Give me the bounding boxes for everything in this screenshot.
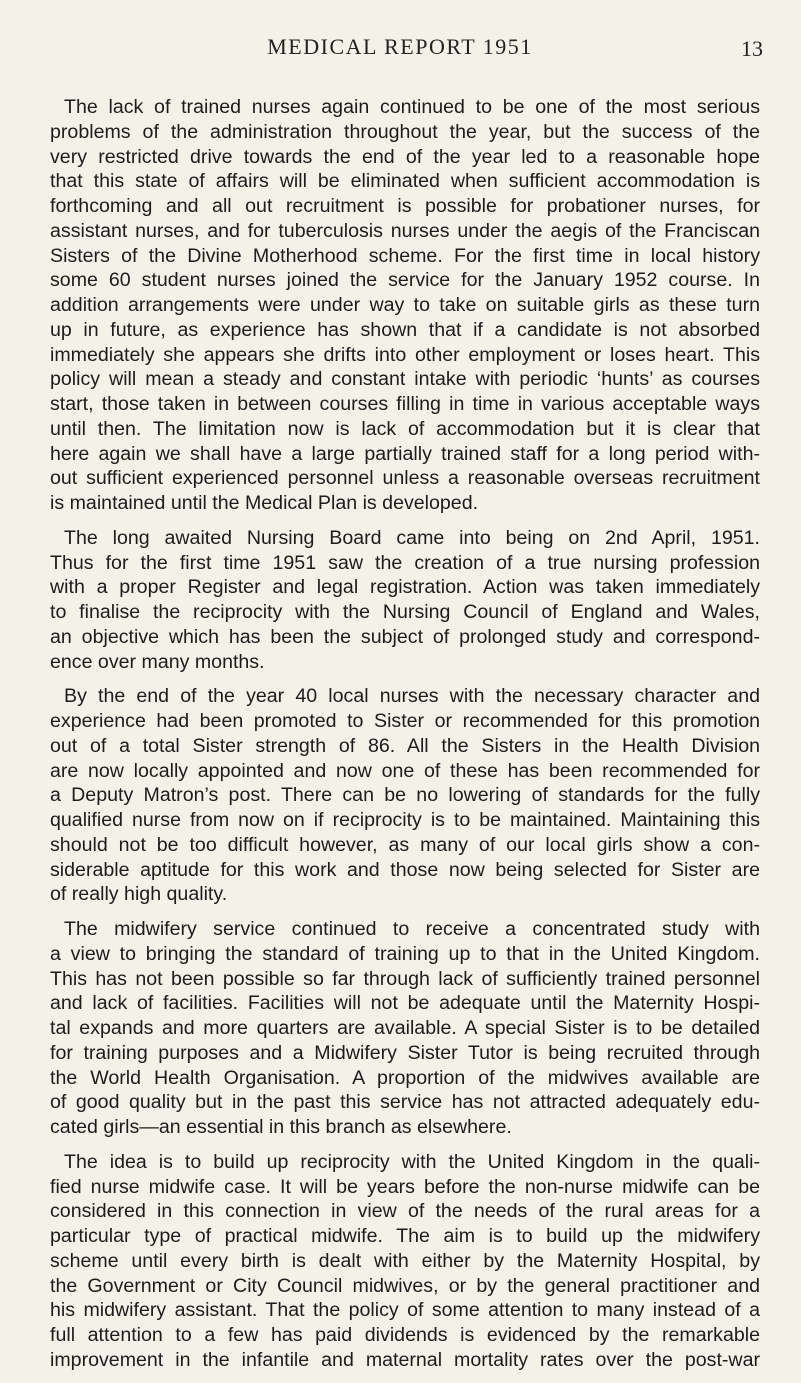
text-line: policy will mean a steady and constant intake with periodic ‘hunts’ as courses <box>50 368 760 391</box>
text-line: addition arrangements were under way to take on suitable girls as these turn <box>50 294 760 316</box>
text-line: The midwifery service continued to receive a concentrated study with <box>64 918 760 940</box>
text-line: should not be too difficult however, as many of our local girls show a con- <box>50 833 760 856</box>
paragraph <box>50 684 760 907</box>
text-line: out sufficient experienced personnel unless a reasonable overseas recruitment <box>50 467 760 490</box>
text-line: the World Health Organisation. A proportion of the midwives available are <box>50 1066 760 1089</box>
text-line: of really high quality. <box>50 883 228 906</box>
text-line: here again we shall have a large partially trained staff for a long period with- <box>50 442 760 465</box>
text-line: is maintained until the Medical Plan is developed. <box>50 492 479 514</box>
text-line: The long awaited Nursing Board came into being on 2nd April, 1951. <box>64 526 760 549</box>
text-line: out of a total Sister strength of 86. All the Sisters in the Health Division <box>50 734 760 757</box>
text-line: cated girls—an essential in this branch as elsewhere. <box>50 1116 512 1138</box>
text-line: problems of the administration throughout the year, but the success of the <box>50 120 760 143</box>
text-line: very restricted drive towards the end of the year led to a reasonable hope <box>50 145 760 168</box>
text-line: a view to bringing the standard of training up to that in the United Kingdom. <box>50 942 760 965</box>
text-line: improvement in the infantile and maternal mortality rates over the post-war <box>50 1348 760 1371</box>
text-line: start, those taken in between courses filling in time in various acceptable ways <box>50 393 760 415</box>
text-line: are now locally appointed and now one of these has been recommended for <box>50 759 760 782</box>
paragraph <box>50 95 760 516</box>
text-line: The lack of trained nurses again continued to be one of the most serious <box>64 96 760 118</box>
text-line: qualified nurse from now on if reciprocity is to be maintained. Maintaining this <box>50 809 760 831</box>
paragraph <box>50 526 760 675</box>
running-head: MEDICAL REPORT 1951 <box>267 34 533 59</box>
text-line: for training purposes and a Midwifery Sister Tutor is being recruited through <box>50 1041 760 1064</box>
text-line: to finalise the reciprocity with the Nursing Council of England and Wales, <box>50 601 760 623</box>
text-line: tal expands and more quarters are available. A special Sister is to be detailed <box>50 1017 760 1039</box>
text-line: an objective which has been the subject of prolonged study and correspond- <box>50 625 760 648</box>
text-line: until then. The limitation now is lack of accommodation but it is clear that <box>50 417 760 440</box>
text-line: Sisters of the Divine Motherhood scheme. For the first time in local history <box>50 244 760 267</box>
text-line: assistant nurses, and for tuberculosis nurses under the aegis of the Franciscan <box>50 219 760 242</box>
text-line: forthcoming and all out recruitment is possible for probationer nurses, for <box>50 195 760 217</box>
text-line: immediately she appears she drifts into other employment or loses heart. This <box>50 343 760 366</box>
text-line: fied nurse midwife case. It will be years before the non-nurse midwife can be <box>50 1175 760 1198</box>
text-line: his midwifery assistant. That the policy of some attention to many instead of a <box>50 1299 760 1322</box>
text-line: the Government or City Council midwives, or by the general practitioner and <box>50 1274 760 1297</box>
text-line: with a proper Register and legal registration. Action was taken immediately <box>50 576 760 599</box>
text-line: and lack of facilities. Facilities will not be adequate until the Maternity Hospi- <box>50 992 760 1015</box>
page-number: 13 <box>741 36 763 61</box>
text-line: experience had been promoted to Sister or recommended for this promotion <box>50 710 760 732</box>
text-line: The idea is to build up reciprocity with the United Kingdom in the quali- <box>64 1150 760 1173</box>
text-line: By the end of the year 40 local nurses with the necessary character and <box>64 685 760 708</box>
text-line: considered in this connection in view of the needs of the rural areas for a <box>50 1200 760 1223</box>
text-line: up in future, as experience has shown that if a candidate is not absorbed <box>50 318 760 341</box>
text-line: This has not been possible so far through lack of sufficiently trained personnel <box>50 967 760 990</box>
body-text <box>50 95 760 1383</box>
text-line: Thus for the first time 1951 saw the creation of a true nursing profession <box>50 551 760 574</box>
text-line: siderable aptitude for this work and those now being selected for Sister are <box>50 858 760 881</box>
text-line: ence over many months. <box>50 650 265 673</box>
text-line: some 60 student nurses joined the service for the January 1952 course. In <box>50 269 760 292</box>
text-line: of good quality but in the past this service has not attracted adequately edu- <box>50 1091 760 1114</box>
text-line: full attention to a few has paid dividends is evidenced by the remarkable <box>50 1324 760 1346</box>
text-line: scheme until every birth is dealt with either by the Maternity Hospital, by <box>50 1249 760 1272</box>
text-line: a Deputy Matron’s post. There can be no lowering of standards for the fully <box>50 784 760 807</box>
paragraph <box>50 917 760 1140</box>
paragraph <box>50 1150 760 1373</box>
text-line: that this state of affairs will be eliminated when sufficient accommodation is <box>50 170 760 193</box>
text-line: particular type of practical midwife. The aim is to build up the midwifery <box>50 1225 760 1247</box>
